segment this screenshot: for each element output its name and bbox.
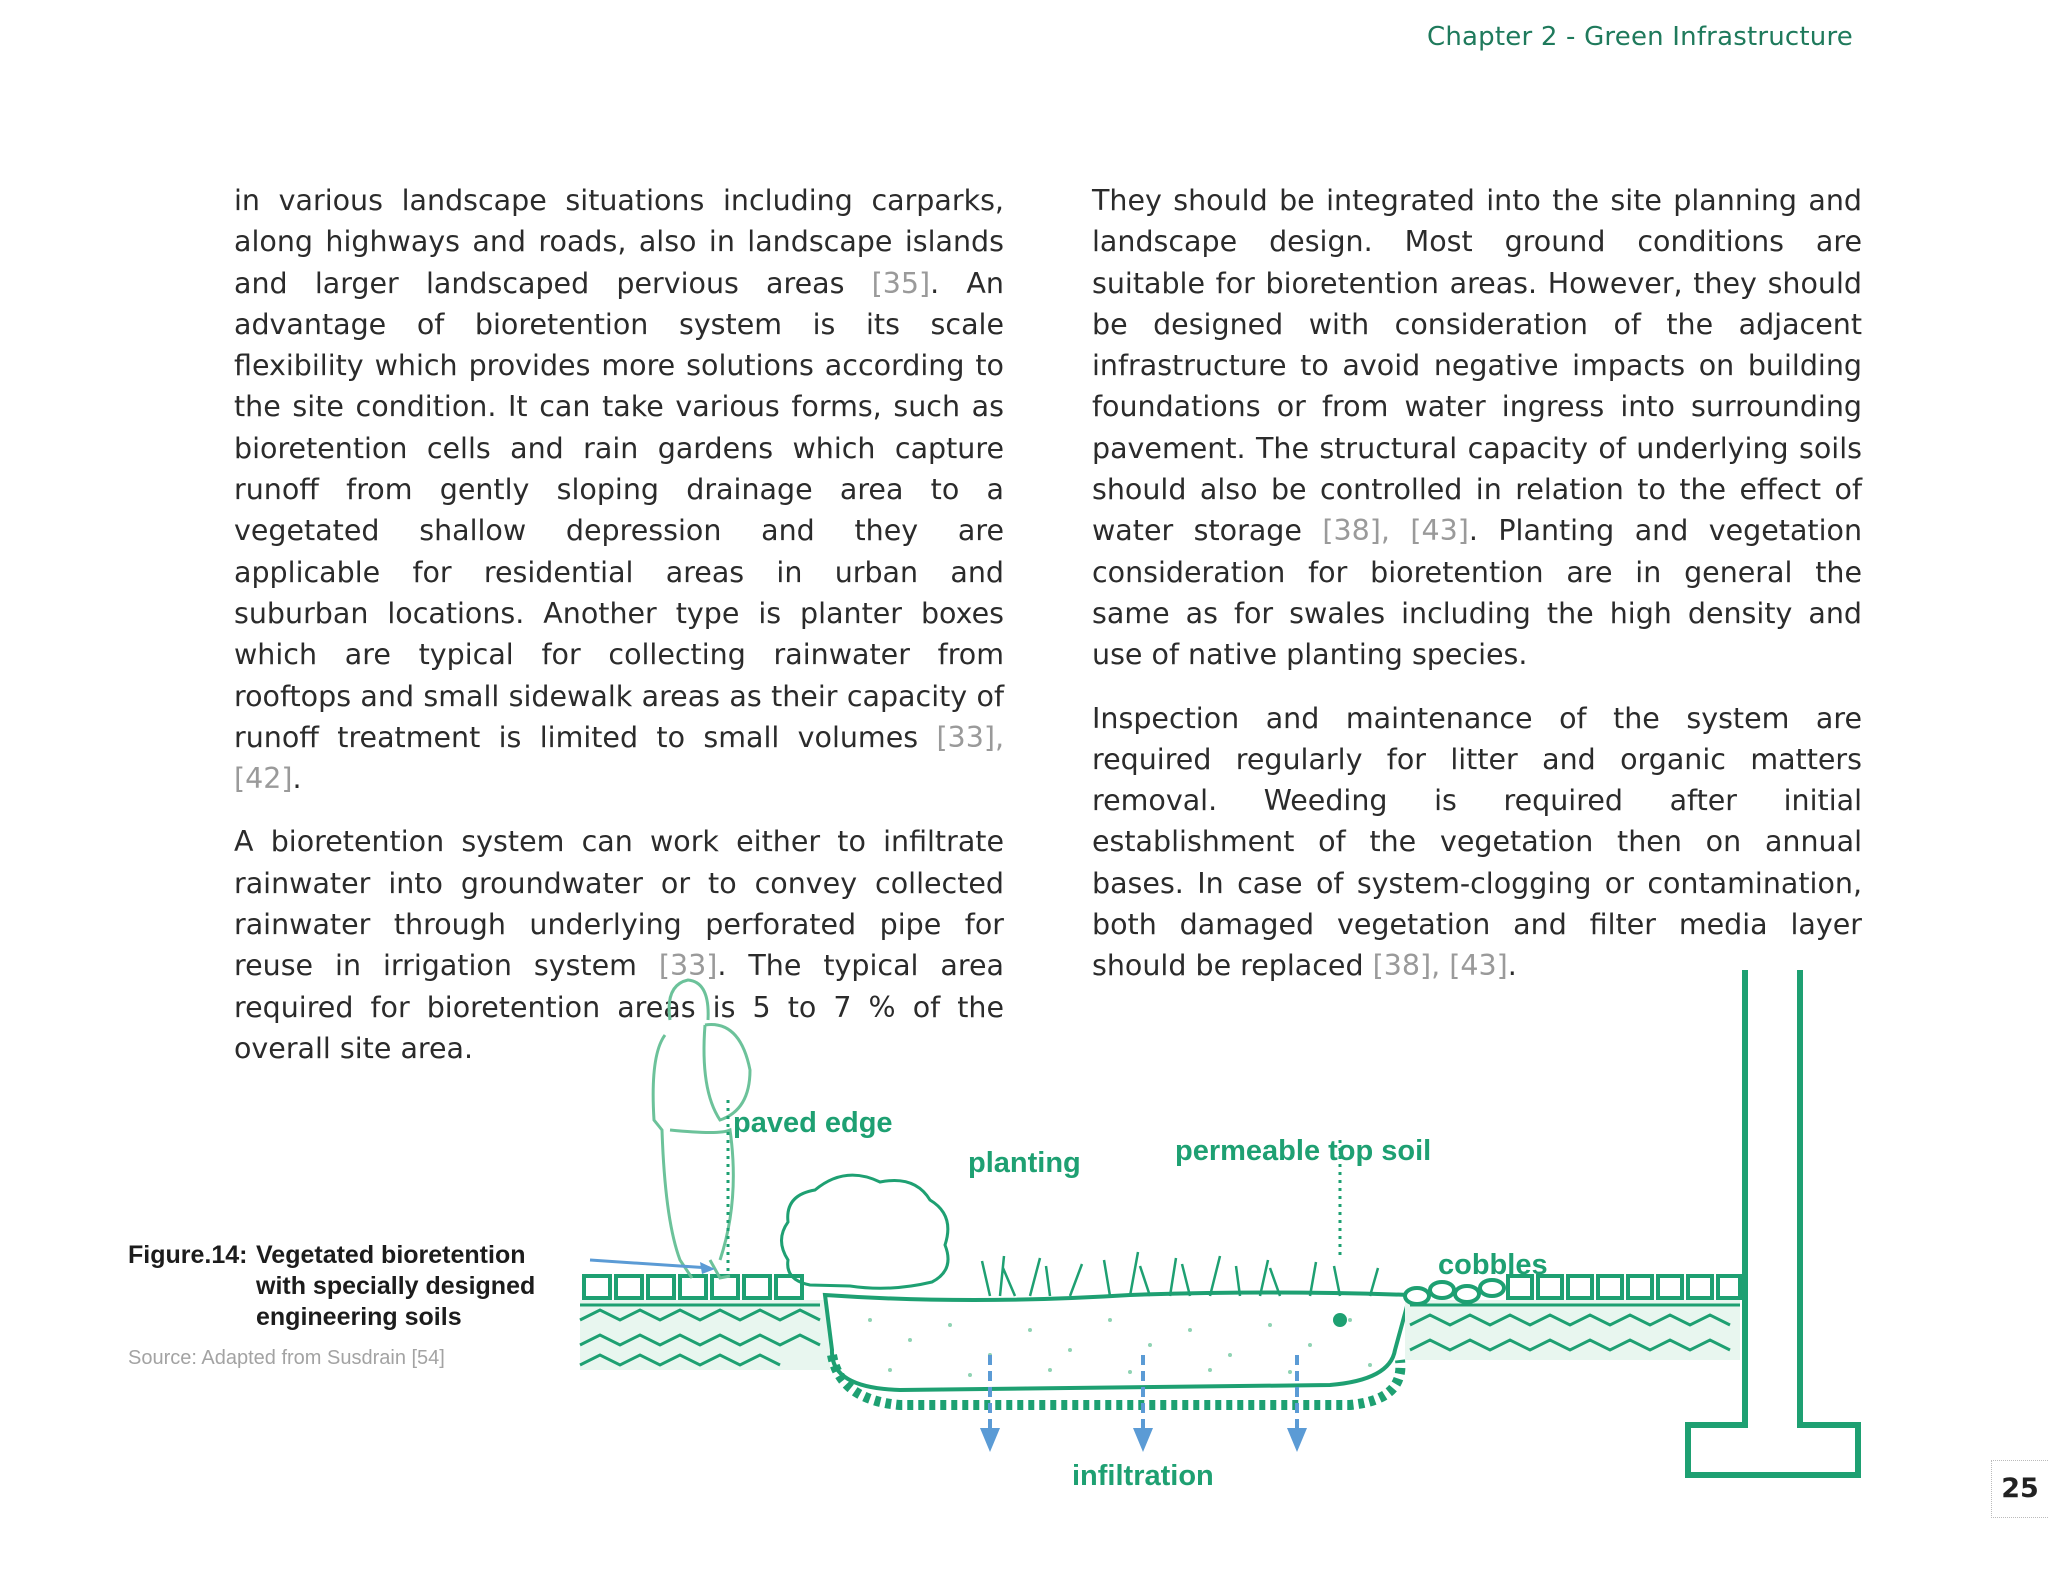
- citation: [33]: [658, 949, 718, 983]
- chapter-header: Chapter 2 - Green Infrastructure: [1427, 22, 1853, 52]
- label-paved-edge: paved edge: [733, 1107, 893, 1139]
- citation: [35]: [871, 266, 931, 300]
- label-infiltration: infiltration: [1072, 1460, 1214, 1492]
- paragraph: A bioretention system can work either to infiltrate rainwater into groundwater or to convey collected rainwater through underlying perforated pipe for reuse in irrigation system [33]. The typical area required for bioretention areas is 5 to 7 % of the overall site area.: [234, 825, 1004, 1065]
- left-text-column: [234, 180, 1004, 1091]
- label-permeable-top-soil: permeable top soil: [1175, 1135, 1432, 1167]
- page-number: 25: [1991, 1460, 2048, 1518]
- planting: [982, 1252, 1378, 1296]
- paving-blocks-left: [584, 1276, 802, 1298]
- shrub: [782, 1175, 949, 1288]
- label-planting: planting: [968, 1147, 1081, 1179]
- figure-number: Figure.14:: [128, 1241, 248, 1269]
- citation: [38], [43]: [1322, 514, 1469, 548]
- label-cobbles: cobbles: [1438, 1249, 1548, 1281]
- arrow-heads: [980, 1428, 1307, 1452]
- building-foundation: [1688, 970, 1858, 1475]
- paragraph: in various landscape situations including carparks, along highways and roads, also in landscape islands and larger landscaped pervious areas [35]. An advantage of bioretention system is its scale flexibility which provides more solutions according to the site condition. It can take various forms, such as bioretention cells and rain gardens which capture runoff from gently sloping drainage area to a vegetated shallow depression and they are applicable for residential areas in urban and suburban locations. Another type is planter boxes which are typical for collecting rainwater from rooftops and small sidewalk areas as their capacity of runoff treatment is limited to small volumes [33], [42].: [234, 184, 1004, 796]
- runoff-arrow: [590, 1260, 710, 1268]
- citation: [33], [42]: [234, 720, 1004, 796]
- figure-title: Vegetated bioretention with specially designed engineering soils: [256, 1241, 536, 1331]
- figure-caption: [128, 1240, 558, 1370]
- caption-title: [128, 1240, 558, 1333]
- right-text-column: [1092, 180, 1862, 1009]
- ground-left: [580, 1300, 830, 1370]
- bioretention-diagram: [570, 960, 1870, 1500]
- citation: [38], [43]: [1372, 949, 1508, 983]
- ground-right: [1405, 1300, 1740, 1360]
- paragraph: They should be integrated into the site planning and landscape design. Most ground conditions are suitable for bioretention areas. However, they should be designed with consideration of the adjacent infrastructure to avoid negative impacts on building foundations or from water ingress into surrounding pavement. The structural capacity of underlying soils should also be controlled in relation to the effect of water storage [38], [43]. Planting and vegetation consideration for bioretention are in general the same as for swales including the high density and use of native planting species.: [1092, 184, 1863, 672]
- figure-source: Source: Adapted from Susdrain [54]: [128, 1347, 445, 1369]
- filter-media-basin: [825, 1293, 1410, 1406]
- paragraph: Inspection and maintenance of the system are required regularly for litter and organic matters removal. Weeding is required after initial establishment of the vegetation then on annual bases. In case of system-clogging or contamination, both damaged vegetation and filter media layer should be replaced [38], [43].: [1092, 701, 1862, 983]
